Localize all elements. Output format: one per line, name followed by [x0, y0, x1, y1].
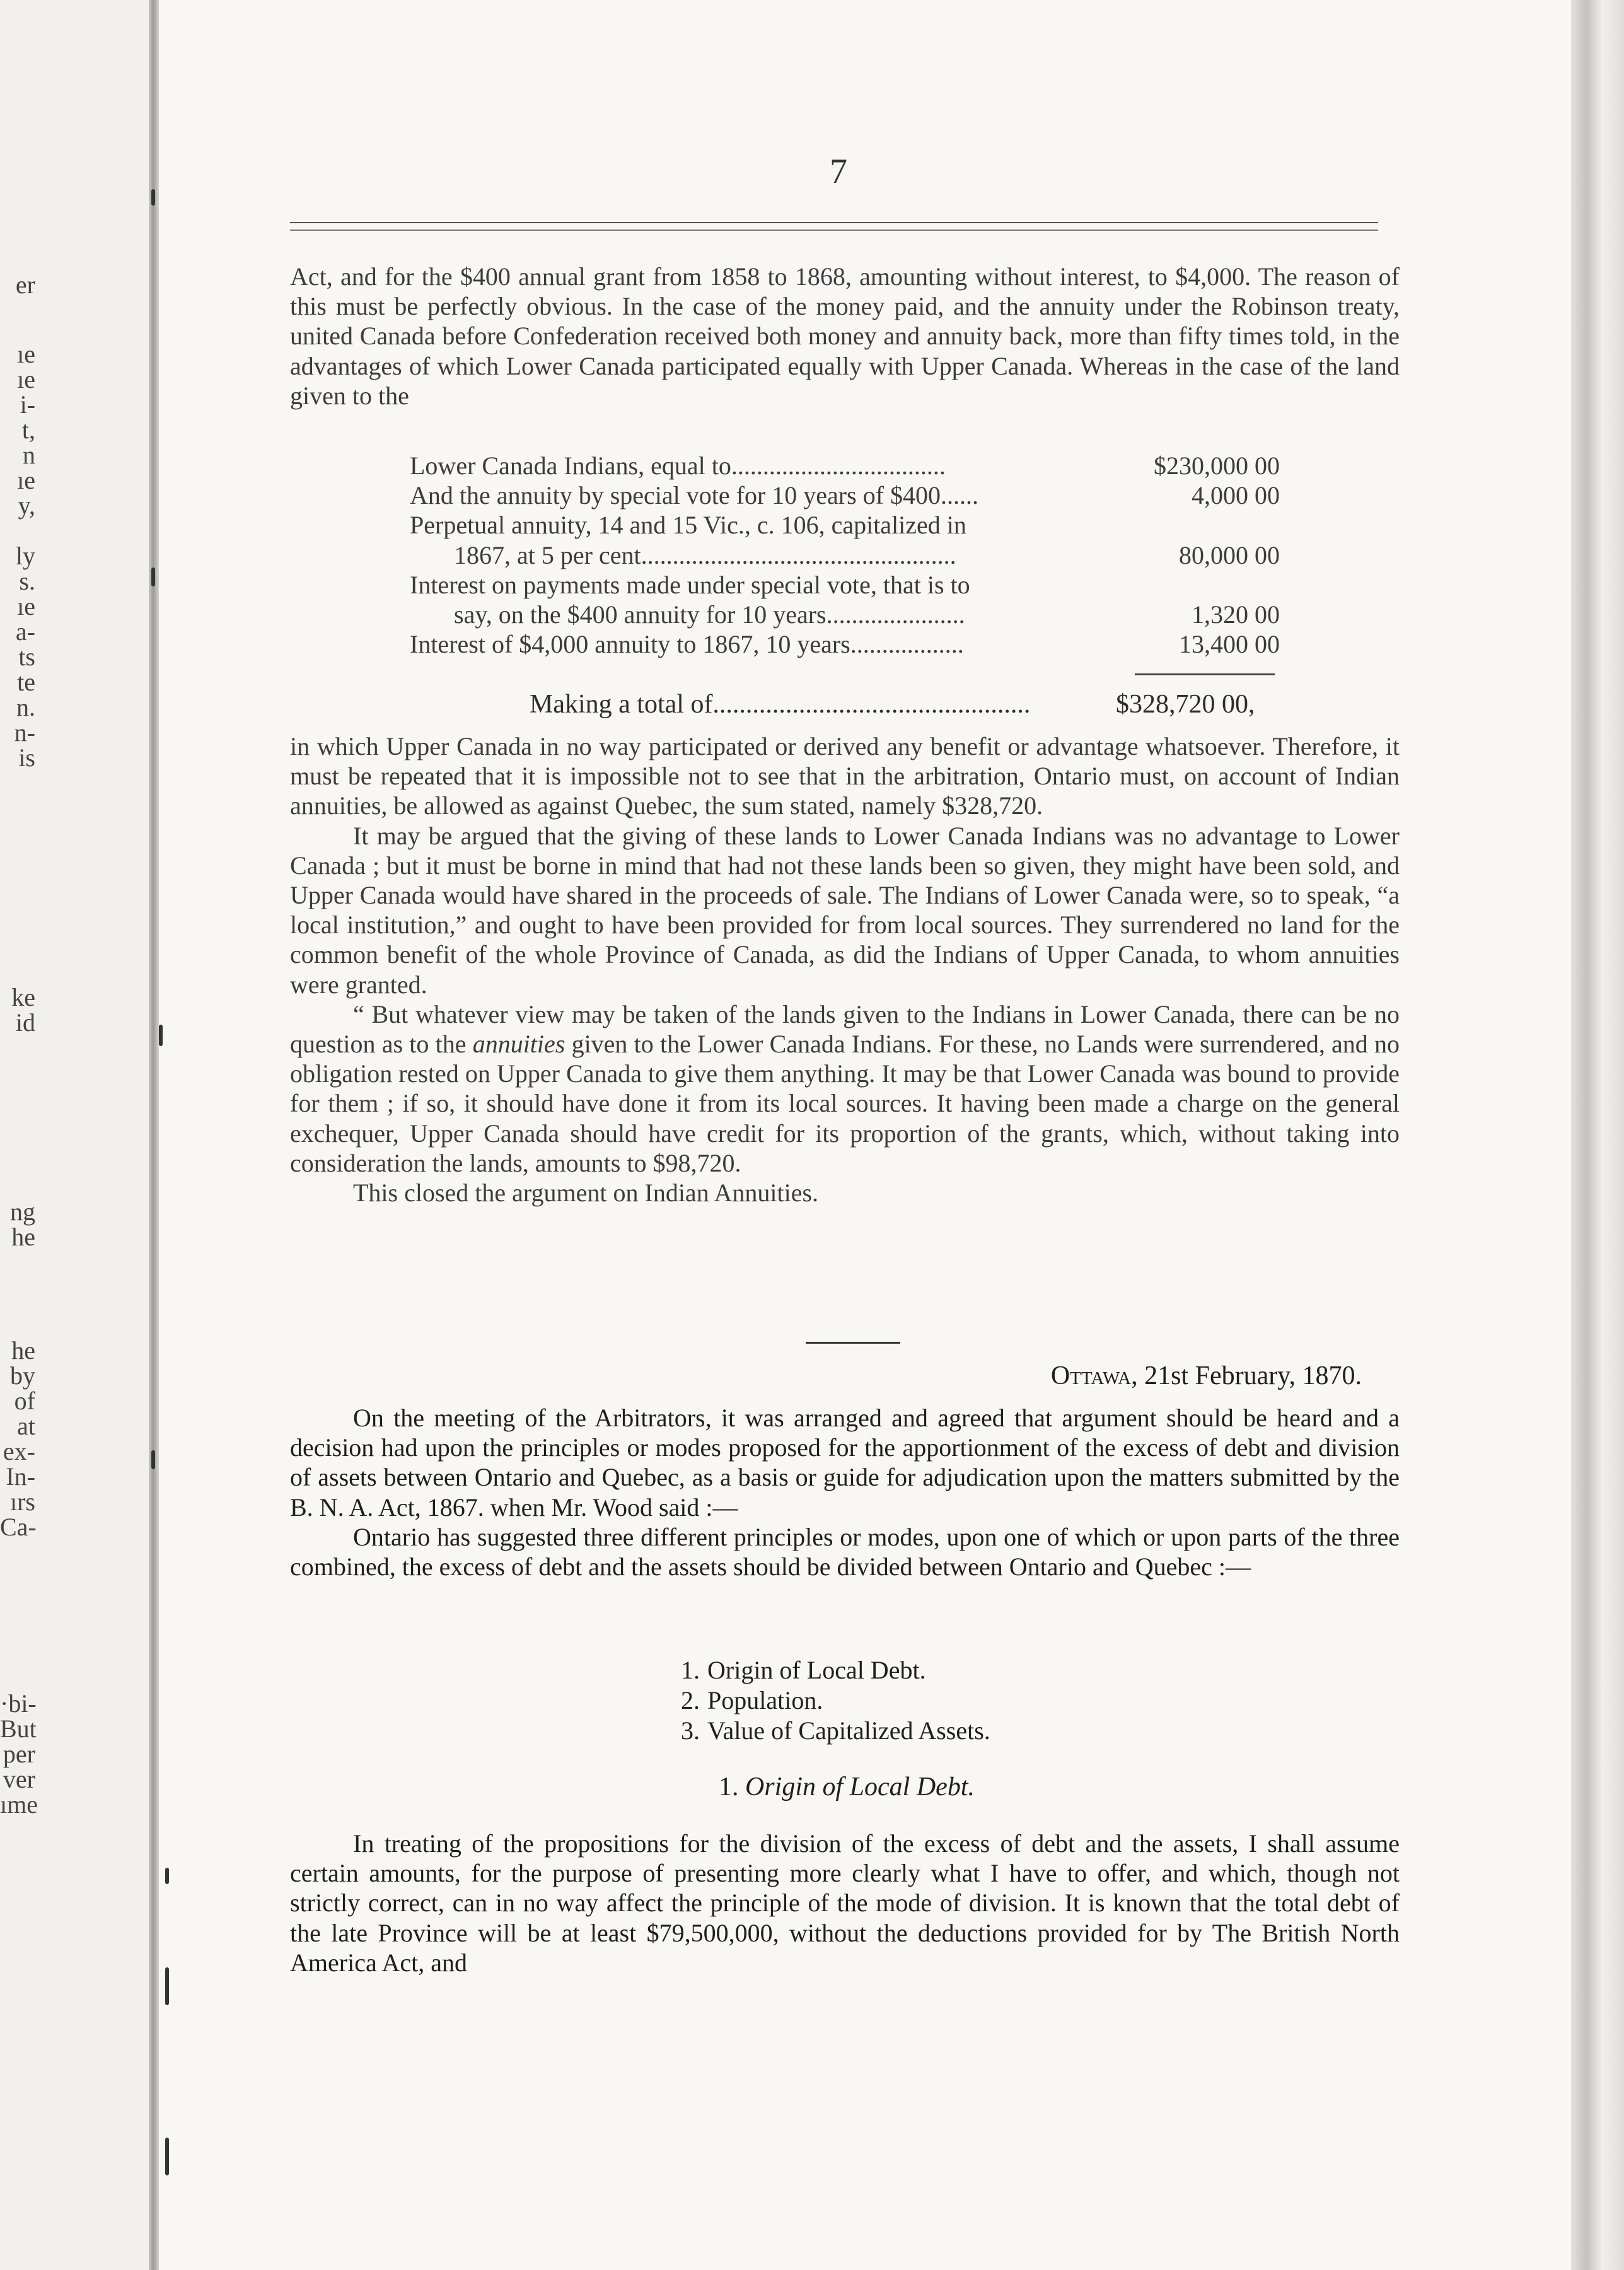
left-page-fragment: ng	[10, 1197, 35, 1226]
body-paragraphs-block	[290, 731, 1400, 1208]
binding-thread-mark	[151, 1450, 155, 1469]
left-page-fragment: ·bi-	[0, 1689, 37, 1718]
emphasis-annuities: annuities	[472, 1030, 566, 1059]
total-amount: $328,720 00,	[1116, 690, 1255, 719]
left-page-edge	[0, 0, 151, 2270]
account-amount: 13,400 00	[1179, 630, 1280, 659]
left-page-fragment: ts	[18, 643, 35, 671]
account-description-continued: 1867, at 5 per cent..................................................	[454, 540, 956, 569]
left-page-fragment: ıe	[17, 466, 35, 494]
paragraph-argued: It may be argued that the giving of these lands to Lower Canada Indians was no advantage to Lower Canada ; but it must be borne in mind that had not these lands been so given, they might have been sold, and Upper Canada would have shared in the proceeds of sale. The Indians of Lower Canada were, so to speak, “a local institution,” and ought to have been provided for from local sources. They surrendered no land for the common benefit of the whole Province of Canada, as did the Indians of Upper Canada, to whom annuities were granted.	[290, 821, 1400, 999]
left-page-fragment: Ca-	[0, 1513, 37, 1541]
account-amount: $230,000 00	[1154, 451, 1280, 480]
mode-number: 2.	[681, 1686, 700, 1714]
account-amount: 80,000 00	[1179, 540, 1280, 569]
left-page-fragment: ıe	[17, 340, 35, 368]
page-number: 7	[830, 152, 847, 191]
sub-heading-title: Origin of Local Debt.	[745, 1772, 975, 1801]
dateline-city: Ottawa	[1050, 1361, 1132, 1390]
total-row	[530, 689, 1286, 720]
sub-heading	[719, 1772, 1034, 1802]
intro-paragraph-block	[290, 262, 1400, 410]
left-page-fragment: per	[3, 1740, 35, 1768]
paragraph-text: “ But whatever view may be taken of the lands given to the Indians in Lower Canada, there can be no question as to the	[290, 999, 1400, 1059]
left-page-fragment: y,	[18, 491, 35, 520]
left-page-fragment: s.	[19, 567, 35, 595]
binding-thread-mark	[165, 2138, 169, 2175]
left-page-fragment: ly	[15, 542, 35, 570]
left-page-fragment: ke	[11, 983, 35, 1011]
total-rule	[1135, 673, 1275, 675]
paragraph-text: given to the Lower Canada Indians. For these, no Lands were surrendered, and no obligation rested on Upper Canada to give them anything. It may be that Lower Canada was bound to provide for them ; if so, it should have done it from its local sources. It having been made a charge on the general exchequer, Upper Canada should have credit for its proportion of the grants, which, without taking into consideration the lands, amounts to $98,720.	[290, 1030, 1400, 1177]
paragraph-whatever-view	[290, 999, 1400, 1178]
book-gutter	[149, 0, 159, 2270]
mode-label: Population.	[707, 1686, 823, 1714]
account-amount: 1,320 00	[1192, 600, 1280, 629]
account-row	[410, 451, 1280, 480]
left-page-fragment: In-	[6, 1462, 35, 1491]
left-page-fragment: is	[18, 743, 35, 772]
binding-thread-mark	[151, 568, 155, 586]
mode-number: 1.	[681, 1656, 700, 1684]
paragraph-treating: In treating of the propositions for the division of the excess of debt and the assets, I shall assume certain amounts, for the purpose of presenting more clearly what I have to offer, and which, though not strictly correct, can in no way affect the principle of the mode of division. It is known that the total debt of the late Province will be at least $79,500,000, without the deductions provided for by The British North America Act, and	[290, 1829, 1400, 1977]
mode-label: Value of Capitalized Assets.	[707, 1716, 990, 1745]
left-page-fragment: t,	[21, 416, 35, 444]
left-page-fragment: n	[23, 441, 35, 469]
left-page-fragment: ex-	[3, 1437, 35, 1465]
left-page-fragment: ıe	[17, 365, 35, 393]
left-page-fragment: at	[17, 1412, 35, 1440]
mode-number: 3.	[681, 1716, 700, 1745]
left-page-fragment: ıme	[0, 1790, 38, 1819]
left-page-fragment: of	[14, 1387, 35, 1415]
account-description: And the annuity by special vote for 10 years of $400......	[410, 481, 979, 510]
binding-thread-mark	[159, 1025, 163, 1046]
binding-thread-mark	[165, 1967, 169, 2005]
meeting-paragraphs-block	[290, 1403, 1400, 1581]
left-page-fragment: he	[11, 1223, 35, 1251]
account-row	[410, 510, 1280, 569]
account-row	[410, 480, 1280, 510]
account-row	[410, 629, 1280, 659]
mode-item	[662, 1655, 1103, 1685]
left-page-fragment: ırs	[10, 1487, 35, 1516]
left-page-fragment: i-	[20, 390, 35, 419]
account-amount: 4,000 00	[1192, 481, 1280, 510]
left-page-fragment: ver	[3, 1765, 35, 1793]
paragraph-after-total: in which Upper Canada in no way participated or derived any benefit or advantage whatsoever. Therefore, it must be repeated that it is impossible not to see that in the arbitration, Ontario must, on account of Indian annuities, be allowed as against Quebec, the sum stated, namely $328,720.	[290, 732, 1400, 820]
right-page-edge	[1571, 0, 1624, 2270]
dateline-date: , 21st February, 1870.	[1131, 1361, 1362, 1390]
mode-label: Origin of Local Debt.	[707, 1656, 926, 1684]
accounts-list	[410, 451, 1280, 659]
left-page-fragment: er	[15, 271, 35, 299]
intro-paragraph: Act, and for the $400 annual grant from 1858 to 1868, amounting without interest, to $4,000. The reason of this must be perfectly obvious. In the case of the money paid, and the annuity under the Robinson treaty, united Canada before Confederation received both money and annuity back, more than fifty times told, in the advantages of which Lower Canada participated equally with Upper Canada. Whereas in the case of the land given to the	[290, 262, 1400, 410]
left-page-fragment: n.	[16, 693, 35, 721]
left-page-fragment: he	[11, 1336, 35, 1365]
left-page-fragment: te	[17, 668, 35, 696]
paragraph-meeting: On the meeting of the Arbitrators, it was arranged and agreed that argument should be heard and a decision had upon the principles or modes proposed for the apportionment of the excess of debt and division of assets between Ontario and Quebec, as a basis or guide for adjudication upon the matters submitted by the B. N. A. Act, 1867. when Mr. Wood said :—	[290, 1404, 1400, 1522]
section-divider	[806, 1342, 900, 1344]
total-label: Making a total of................................................	[530, 690, 1031, 719]
mode-item	[662, 1685, 1103, 1716]
treating-paragraph-block	[290, 1829, 1400, 1977]
binding-thread-mark	[165, 1868, 169, 1884]
modes-list	[662, 1655, 1103, 1746]
account-description: Interest on payments made under special vote, that is to	[410, 570, 970, 599]
left-page-fragment: a-	[15, 617, 35, 646]
left-page-fragment: id	[15, 1008, 35, 1037]
mode-item	[662, 1716, 1103, 1746]
binding-thread-mark	[151, 189, 155, 206]
account-description: Interest of $4,000 annuity to 1867, 10 years..................	[410, 630, 964, 659]
left-page-fragment: by	[10, 1361, 35, 1390]
header-double-rule	[290, 222, 1378, 231]
account-description-continued: say, on the $400 annuity for 10 years......................	[454, 600, 965, 629]
account-description: Perpetual annuity, 14 and 15 Vic., c. 106, capitalized in	[410, 511, 966, 540]
dateline	[946, 1361, 1362, 1391]
left-page-fragment: ıe	[17, 592, 35, 620]
left-page-fragment: n-	[14, 718, 35, 747]
account-description: Lower Canada Indians, equal to..................................	[410, 451, 946, 480]
paragraph-closed: This closed the argument on Indian Annuities.	[353, 1179, 819, 1208]
paragraph-ontario-modes: Ontario has suggested three different principles or modes, upon one of which or upon parts of the three combined, the excess of debt and the assets should be divided between Ontario and Quebec :—	[290, 1522, 1400, 1581]
account-row	[410, 570, 1280, 629]
sub-heading-number: 1.	[719, 1772, 739, 1801]
left-page-fragment: But	[0, 1714, 37, 1743]
